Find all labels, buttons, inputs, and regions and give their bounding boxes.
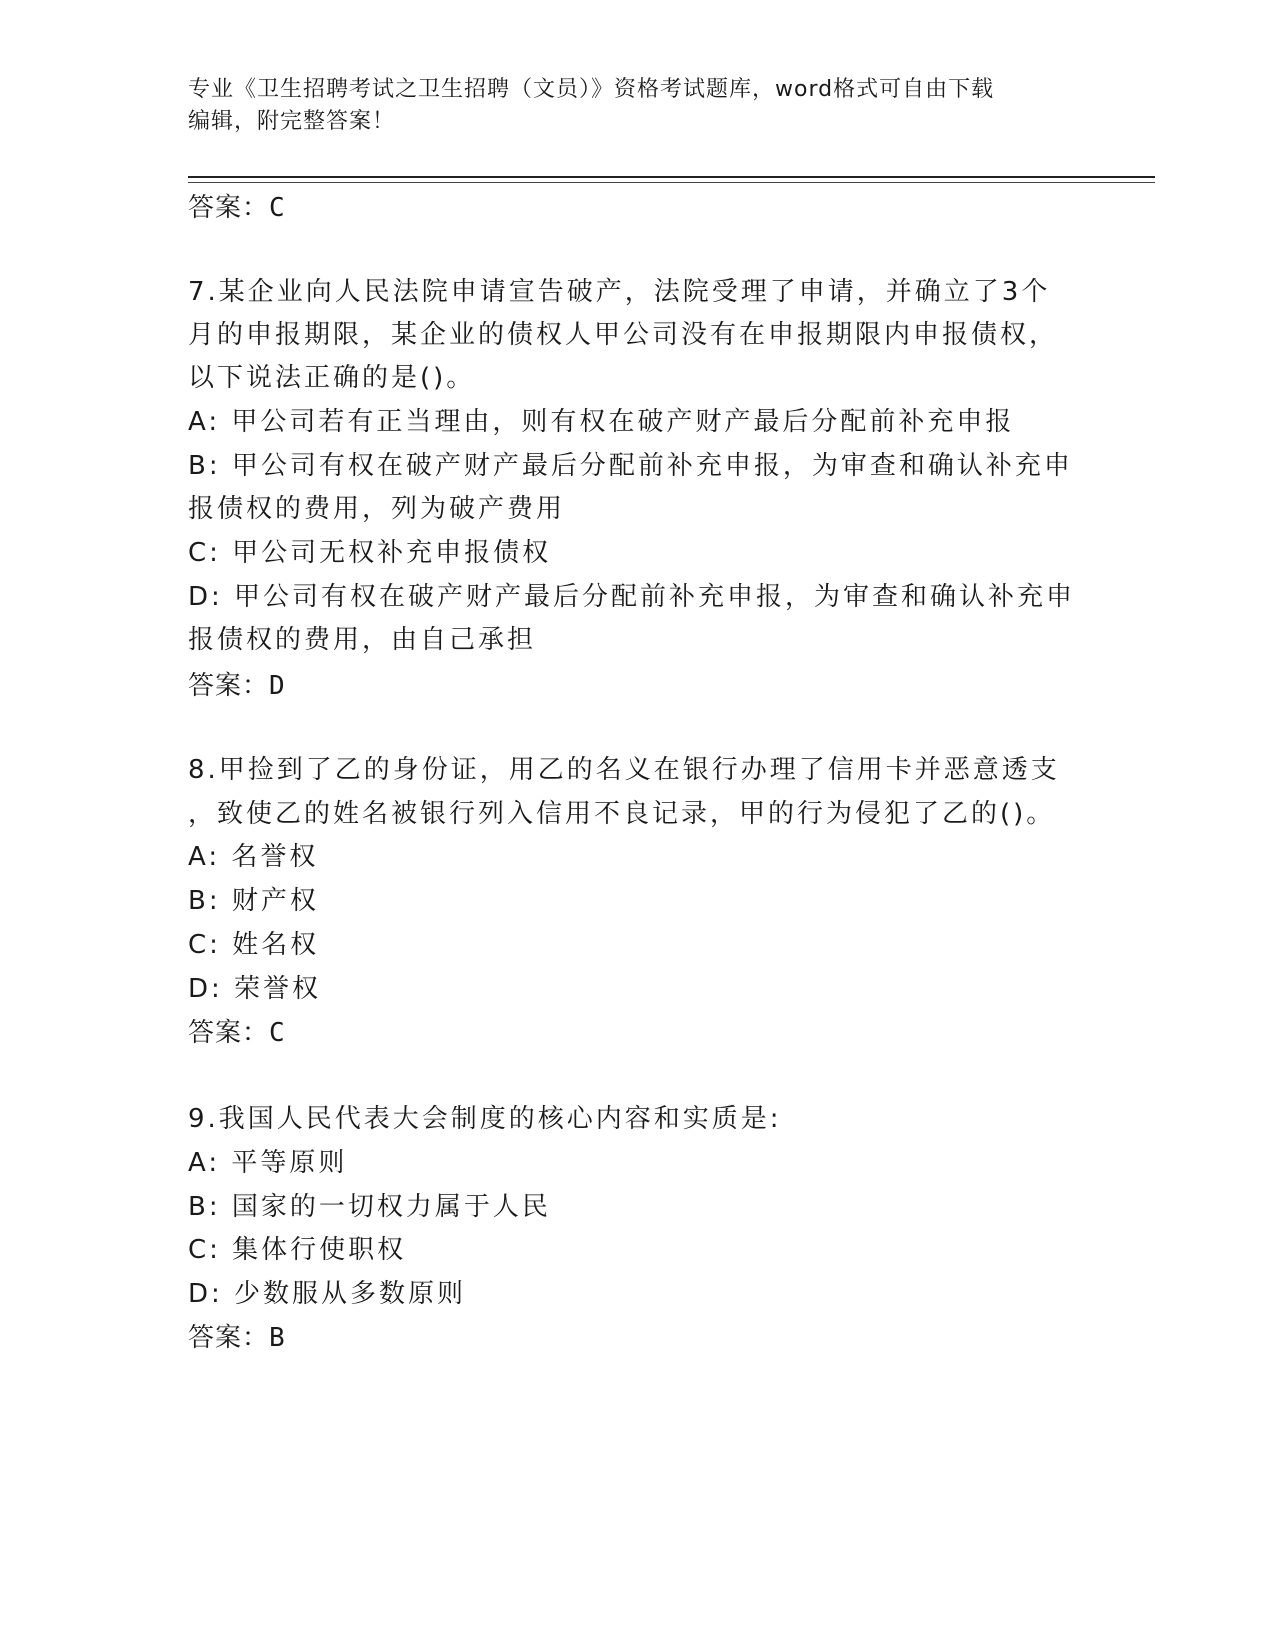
question-9-answer: [188, 1321, 285, 1355]
question-8-answer: [188, 1016, 285, 1050]
answer-label: 答案：: [188, 1323, 270, 1353]
question-8-option-c: C: 姓名权: [188, 930, 320, 960]
question-9-option-c: C: 集体行使职权: [188, 1235, 407, 1265]
question-7-stem-line-2: 月的申报期限，某企业的债权人甲公司没有在申报期限内申报债权，: [188, 320, 1059, 350]
question-7-answer: [188, 669, 285, 703]
question-8-stem-line-2: ，致使乙的姓名被银行列入信用不良记录，甲的行为侵犯了乙的()。: [188, 799, 1056, 829]
header-line-2: 编辑，附完整答案！: [188, 109, 396, 134]
question-7-option-d-line-1: D: 甲公司有权在破产财产最后分配前补充申报，为审查和确认补充申: [188, 582, 1076, 612]
answer-label: 答案：: [188, 193, 270, 223]
question-7-option-a: A: 甲公司若有正当理由，则有权在破产财产最后分配前补充申报: [188, 407, 1015, 437]
question-7-stem-line-1: 7.某企业向人民法院申请宣告破产，法院受理了申请，并确立了3个: [188, 277, 1051, 307]
header-divider-thick: [188, 176, 1155, 178]
answer-value: D: [269, 671, 285, 701]
prev-answer: [188, 191, 285, 225]
document-header: [188, 74, 1068, 138]
question-8-stem-line-1: 8.甲捡到了乙的身份证，用乙的名义在银行办理了信用卡并恶意透支: [188, 755, 1060, 785]
question-7-stem-line-3: 以下说法正确的是()。: [188, 363, 476, 393]
header-divider-thin: [188, 182, 1155, 183]
question-8-option-b: B: 财产权: [188, 886, 319, 916]
question-8-option-d: D: 荣誉权: [188, 974, 322, 1004]
question-7-option-b-line-2: 报债权的费用，列为破产费用: [188, 494, 566, 524]
question-7-option-d-line-2: 报债权的费用，由自己承担: [188, 625, 537, 655]
question-7-option-b-line-1: B: 甲公司有权在破产财产最后分配前补充申报，为审查和确认补充申: [188, 451, 1073, 481]
answer-label: 答案：: [188, 1018, 270, 1048]
question-9-stem-line-1: 9.我国人民代表大会制度的核心内容和实质是:: [188, 1104, 782, 1134]
answer-value: C: [269, 193, 285, 223]
answer-value: C: [269, 1018, 285, 1048]
question-9-option-b: B: 国家的一切权力属于人民: [188, 1192, 551, 1222]
question-9-option-a: A: 平等原则: [188, 1148, 348, 1178]
question-7-option-c: C: 甲公司无权补充申报债权: [188, 538, 552, 568]
question-9-option-d: D: 少数服从多数原则: [188, 1279, 467, 1309]
header-line-1: 专业《卫生招聘考试之卫生招聘（文员）》资格考试题库，word格式可自由下载: [188, 77, 995, 102]
question-8-option-a: A: 名誉权: [188, 842, 319, 872]
answer-label: 答案：: [188, 671, 270, 701]
answer-value: B: [269, 1323, 285, 1353]
